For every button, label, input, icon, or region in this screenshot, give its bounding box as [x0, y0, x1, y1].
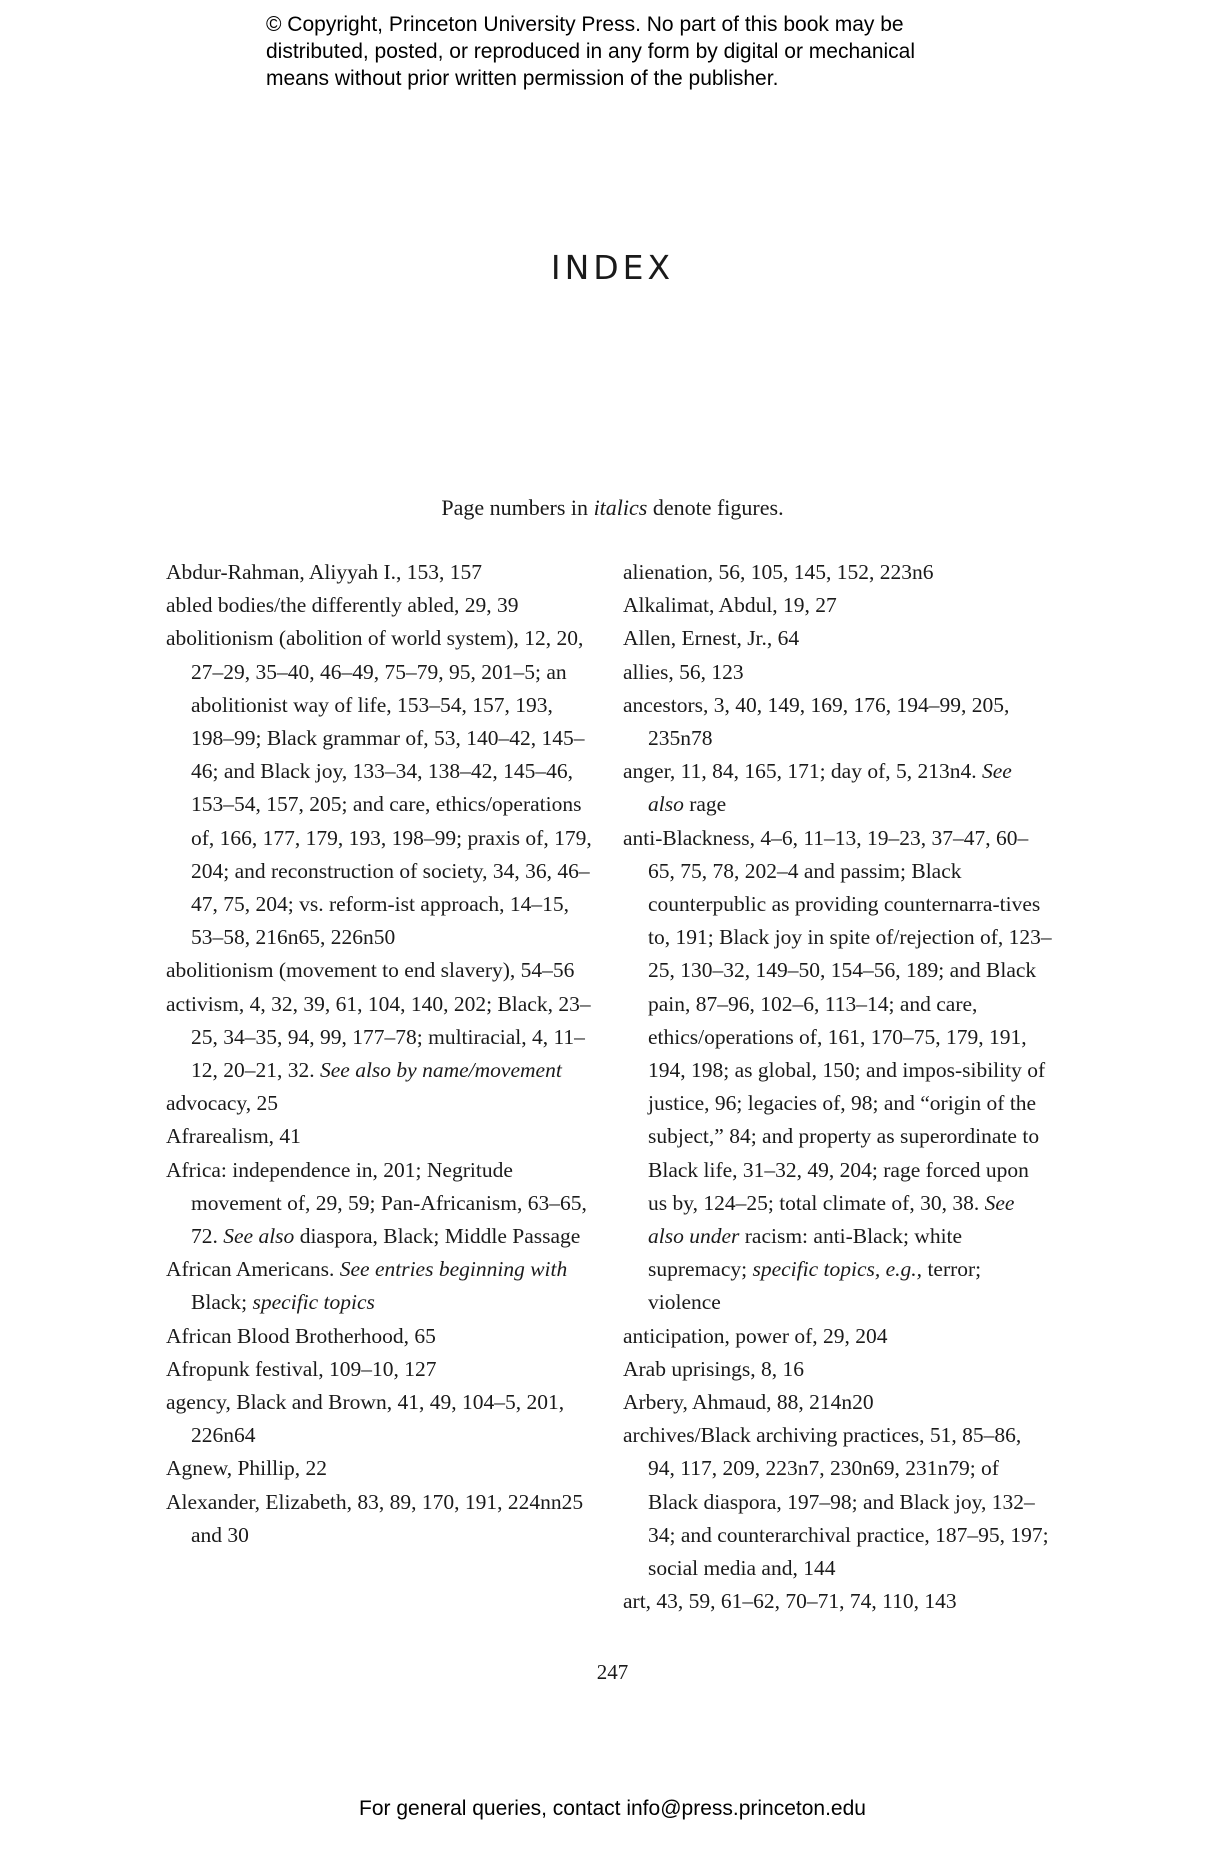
- index-entry-text: ancestors, 3, 40, 149, 169, 176, 194–99, 205, 235n78: [623, 692, 1010, 751]
- index-entry-italic-text: See entries beginning with: [339, 1257, 568, 1282]
- index-entry: [166, 1353, 596, 1386]
- index-entry-text: Black;: [191, 1290, 253, 1315]
- index-entry: [166, 954, 596, 987]
- index-entry: [623, 1353, 1053, 1386]
- index-entry-text: agency, Black and Brown, 41, 49, 104–5, 201, 226n64: [166, 1390, 565, 1448]
- index-entry-text: Alexander, Elizabeth, 83, 89, 170, 191, 224nn25 and 30: [166, 1489, 584, 1547]
- contact-footer: For general queries, contact info@press.princeton.edu: [359, 1797, 866, 1820]
- index-entry-text: Alkalimat, Abdul, 19, 27: [623, 593, 837, 618]
- index-entry: [623, 822, 1053, 1320]
- index-entry: [623, 1320, 1053, 1353]
- index-entry-text: abled bodies/the differently abled, 29, 39: [166, 593, 519, 618]
- index-entry-text: terror; violence: [648, 1257, 982, 1315]
- index-entry: [623, 1585, 1053, 1618]
- index-entry: [166, 1087, 596, 1120]
- index-entry-italic-text: See also under: [648, 1190, 1015, 1249]
- index-entry: [166, 556, 596, 589]
- index-entry-text: African Blood Brotherhood, 65: [166, 1323, 436, 1348]
- index-entry-text: Africa: independence in, 201; Negritude movement of, 29, 59; Pan-Africanism, 63–65, 72.: [166, 1157, 587, 1249]
- index-entry: [166, 988, 596, 1088]
- index-entry-text: archives/Black archiving practices, 51, 85–86, 94, 117, 209, 223n7, 230n69, 231n79; of Black diaspora, 197–98; and Black joy, 132–34; and counterarchival practice, 187–95, 197; social media and, 144: [623, 1423, 1049, 1581]
- index-entry-text: Afrarealism, 41: [166, 1124, 301, 1149]
- index-entry-text: Arbery, Ahmaud, 88, 214n20: [623, 1390, 874, 1415]
- index-entry-text: Allen, Ernest, Jr., 64: [623, 626, 800, 651]
- page-title: INDEX: [550, 248, 675, 287]
- index-entry-italic-text: See also: [223, 1224, 295, 1249]
- index-entry-text: Afropunk festival, 109–10, 127: [166, 1356, 437, 1381]
- index-entry: [166, 1386, 596, 1452]
- index-entry: [623, 656, 1053, 689]
- index-entry-text: abolitionism (movement to end slavery), 54–56: [166, 958, 575, 983]
- index-entry: [623, 1386, 1053, 1419]
- index-column-left: [166, 556, 596, 1552]
- index-entry-text: anticipation, power of, 29, 204: [623, 1323, 888, 1348]
- index-entry-text: rage: [683, 792, 727, 817]
- index-entry-italic-text: See also: [648, 759, 1012, 817]
- index-entry-text: diaspora, Black; Middle Passage: [294, 1224, 581, 1249]
- index-entry-text: abolitionism (abolition of world system), 12, 20, 27–29, 35–40, 46–49, 75–79, 95, 201–5; an abolitionist way of life, 153–54, 157, 193, 198–99; Black grammar of, 53, 140–42, 145–46; and Black joy, 133–34, 138–42, 145–46, 153–54, 157, 205; and care, ethics/operations of, 166, 177, 179, 193, 198–99; praxis of, 179, 204; and reconstruction of society, 34, 36, 46–47, 75, 204; vs. reform-ist approach, 14–15, 53–58, 216n65, 226n50: [166, 626, 592, 950]
- index-entry-text: activism, 4, 32, 39, 61, 104, 140, 202; Black, 23–25, 34–35, 94, 99, 177–78; multiracial, 4, 11–12, 20–21, 32.: [166, 991, 591, 1083]
- index-entry: [166, 1154, 596, 1254]
- index-entry-italic-text: specific topics, e.g.,: [752, 1257, 923, 1282]
- index-entry-text: Abdur-Rahman, Aliyyah I., 153, 157: [166, 560, 483, 584]
- index-entry-text: anti-Blackness, 4–6, 11–13, 19–23, 37–47, 60–65, 75, 78, 202–4 and passim; Black counterpublic as providing counternarra-tives to, 191; Black joy in spite of/rejection of, 123–25, 130–32, 149–50, 154–56, 189; and Black pain, 87–96, 102–6, 113–14; and care, ethics/operations of, 161, 170–75, 179, 191, 194, 198; as global, 150; and impos-sibility of justice, 96; legacies of, 98; and “origin of the subject,” 84; and property as superordinate to Black life, 31–32, 49, 204; rage forced upon us by, 124–25; total climate of, 30, 38.: [623, 825, 1052, 1215]
- index-entry: [166, 1253, 596, 1319]
- index-entry: [166, 622, 596, 954]
- index-entry: [166, 1320, 596, 1353]
- index-column-right: [623, 556, 1053, 1619]
- index-note: [0, 493, 1225, 523]
- index-entry-text: alienation, 56, 105, 145, 152, 223n6: [623, 560, 934, 584]
- index-entry: [166, 1452, 596, 1485]
- index-entry-italic-text: See also by name/movement: [320, 1058, 562, 1083]
- copyright-notice: © Copyright, Princeton University Press. No part of this book may be distributed, posted, or reproduced in any form by digital or mechanical means without prior written permission of the publisher.: [266, 13, 916, 90]
- index-entry: [623, 755, 1053, 821]
- index-entry: [623, 556, 1053, 589]
- index-entry: [166, 1486, 596, 1552]
- index-entry: [166, 589, 596, 622]
- index-entry: [623, 1419, 1053, 1585]
- index-entry-text: Arab uprisings, 8, 16: [623, 1356, 804, 1381]
- index-entry-text: racism: anti-Black; white supremacy;: [648, 1224, 963, 1282]
- index-entry-text: anger, 11, 84, 165, 171; day of, 5, 213n4.: [623, 759, 983, 784]
- index-entry: [623, 622, 1053, 655]
- index-entry-italic-text: specific topics: [252, 1290, 375, 1315]
- index-entry-text: African Americans.: [166, 1257, 340, 1282]
- page-number: 247: [596, 1660, 629, 1684]
- note-text-before: Page numbers in: [441, 495, 594, 520]
- index-entry-text: allies, 56, 123: [623, 659, 744, 684]
- index-entry-text: advocacy, 25: [166, 1091, 279, 1116]
- index-entry: [166, 1120, 596, 1153]
- note-text-after: denote figures.: [647, 495, 784, 520]
- index-entry: [623, 589, 1053, 622]
- note-text-italic: italics: [593, 495, 648, 520]
- index-entry-text: Agnew, Phillip, 22: [166, 1456, 328, 1481]
- index-entry-text: art, 43, 59, 61–62, 70–71, 74, 110, 143: [623, 1589, 957, 1614]
- index-entry: [623, 689, 1053, 755]
